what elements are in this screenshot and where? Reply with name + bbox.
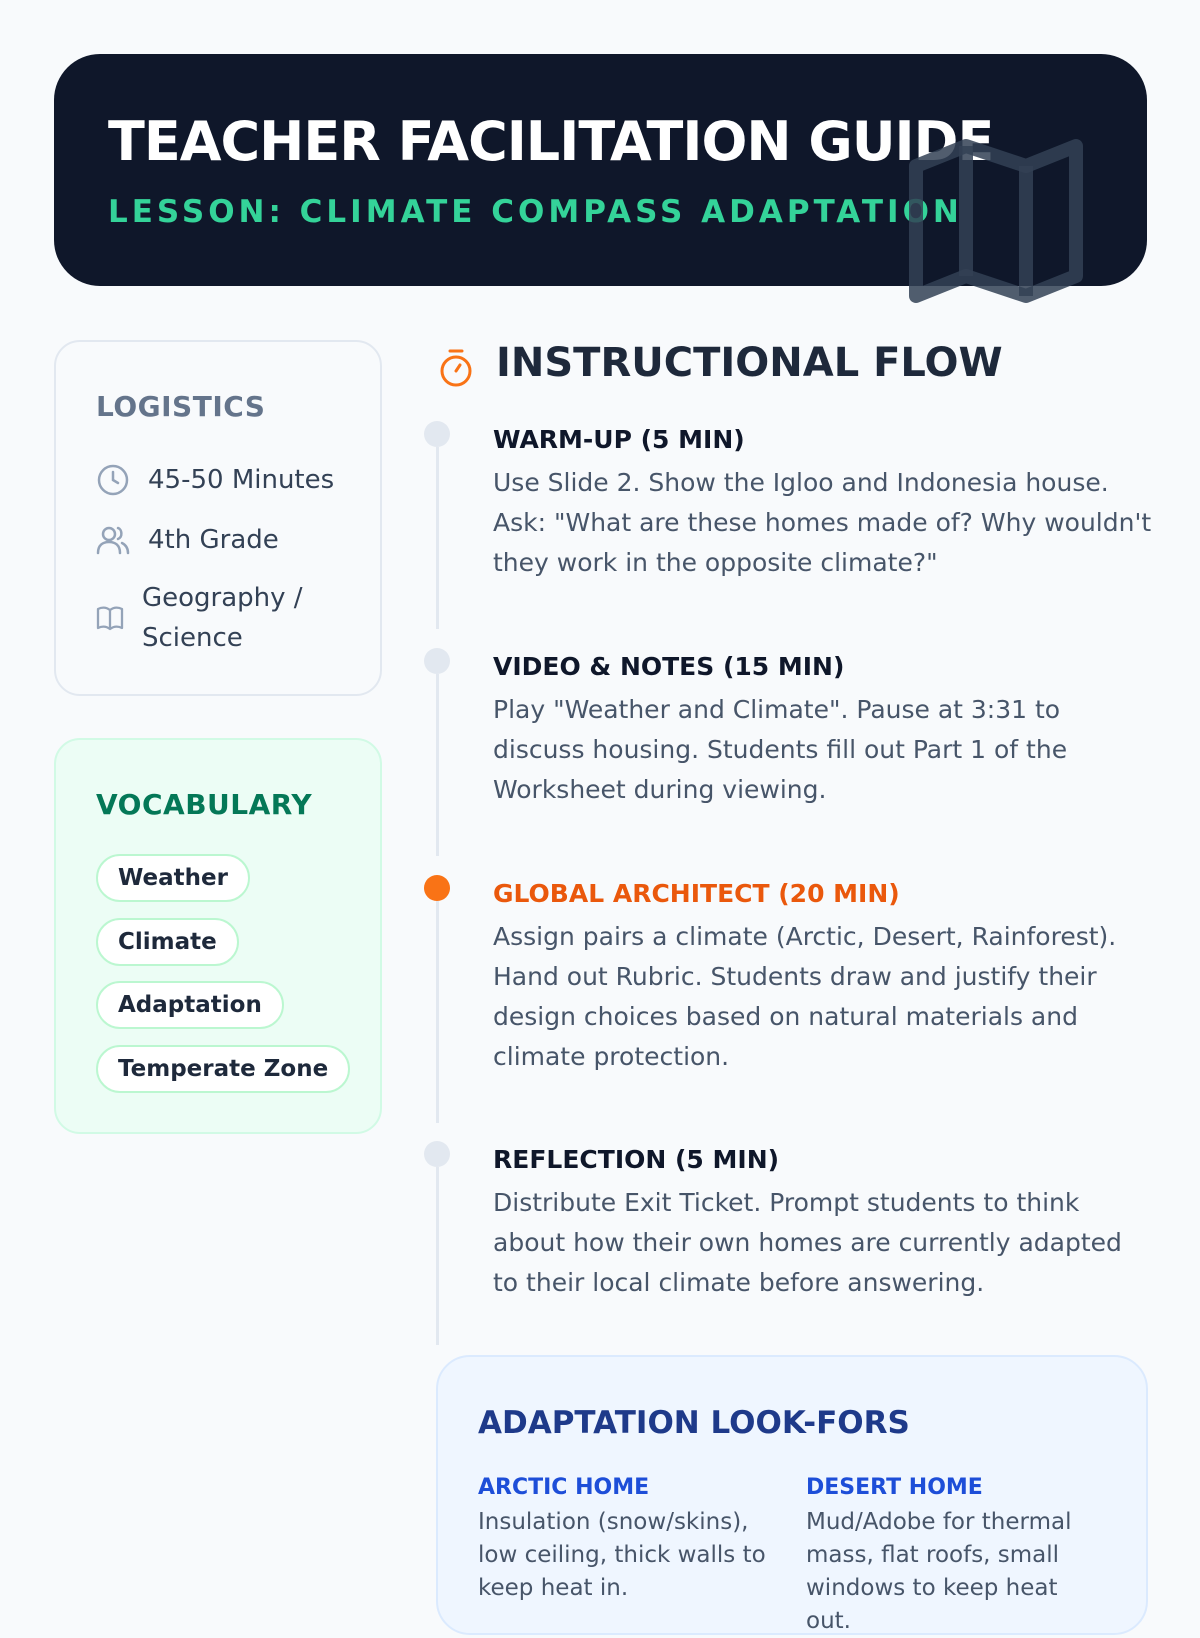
vocab-term: Temperate Zone — [96, 1045, 350, 1093]
timeline-dot-active — [424, 875, 450, 901]
page-title: TEACHER FACILITATION GUIDE — [108, 110, 994, 173]
timeline-line — [436, 674, 439, 856]
logistics-item-label: 45-50 Minutes — [148, 465, 335, 495]
lookfor-arctic — [478, 1475, 768, 1605]
map-icon — [896, 146, 1096, 296]
logistics-title: LOGISTICS — [96, 390, 266, 423]
timeline-dot — [424, 421, 450, 447]
step-title: VIDEO & NOTES (15 MIN) — [493, 652, 845, 681]
vocab-term: Climate — [96, 918, 239, 966]
book-icon — [96, 604, 124, 632]
timeline-line — [436, 901, 439, 1123]
step-body: Assign pairs a climate (Arctic, Desert, Rainforest). Hand out Rubric. Students draw and justify their design choices based on natural materials and climate protection. — [493, 922, 1117, 1071]
lookfors-card — [436, 1355, 1148, 1635]
step-body: Distribute Exit Ticket. Prompt students to think about how their own homes are currently adapted to their local climate before answering. — [493, 1188, 1122, 1297]
lesson-subtitle: LESSON: CLIMATE COMPASS ADAPTATION — [108, 194, 963, 230]
vocab-term: Adaptation — [96, 981, 284, 1029]
lookfor-desert — [806, 1475, 1096, 1638]
header-banner — [54, 54, 1147, 286]
step-title: WARM-UP (5 MIN) — [493, 425, 745, 454]
step-body: Play "Weather and Climate". Pause at 3:31 to discuss housing. Students fill out Part 1 of the Worksheet during viewing. — [493, 695, 1068, 804]
timeline-dot — [424, 648, 450, 674]
lookfor-body: Mud/Adobe for thermal mass, flat roofs, small windows to keep heat out. — [806, 1509, 1072, 1634]
clock-icon — [96, 463, 130, 497]
step-title: GLOBAL ARCHITECT (20 MIN) — [493, 879, 900, 908]
timer-icon — [438, 348, 474, 388]
timeline-dot — [424, 1141, 450, 1167]
logistics-item-grade — [96, 520, 279, 560]
lookfors-title: ADAPTATION LOOK-FORS — [478, 1405, 910, 1441]
logistics-item-duration — [96, 460, 334, 500]
lookfor-title: ARCTIC HOME — [478, 1475, 650, 1500]
logistics-item-label: 4th Grade — [148, 525, 279, 555]
logistics-item-label: Geography / Science — [142, 583, 303, 653]
step-body: Use Slide 2. Show the Igloo and Indonesia house. Ask: "What are these homes made of? Why wouldn't they work in the opposite climate?" — [493, 468, 1152, 577]
lookfor-title: DESERT HOME — [806, 1475, 983, 1500]
vocabulary-card — [54, 738, 382, 1134]
flow-title: INSTRUCTIONAL FLOW — [496, 340, 1003, 386]
logistics-item-subject — [96, 578, 312, 658]
timeline-line — [436, 447, 439, 629]
users-icon — [96, 523, 130, 557]
logistics-card — [54, 340, 382, 696]
lookfor-body: Insulation (snow/skins), low ceiling, thick walls to keep heat in. — [478, 1509, 766, 1601]
step-title: REFLECTION (5 MIN) — [493, 1145, 780, 1174]
vocab-term: Weather — [96, 854, 250, 902]
vocabulary-title: VOCABULARY — [96, 788, 313, 821]
timeline-line — [436, 1167, 439, 1345]
